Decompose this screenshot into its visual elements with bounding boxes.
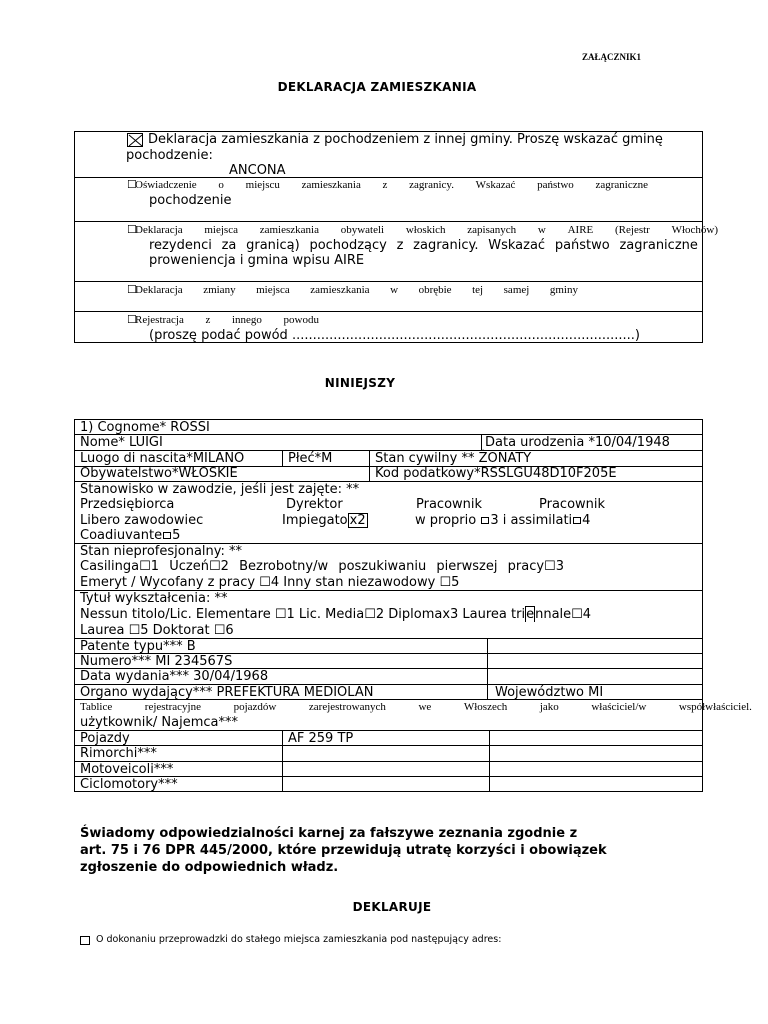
- birthplace-field: Luogo di nascita*MILANO: [80, 451, 245, 466]
- word: zagranicy.: [413, 238, 479, 253]
- checkbox-checked[interactable]: [127, 133, 143, 147]
- word: miejsca: [204, 224, 238, 236]
- word: Rejestracja: [135, 314, 184, 326]
- word: zagraniczne: [595, 179, 648, 191]
- word: włoskich: [405, 224, 446, 236]
- checkbox[interactable]: [163, 532, 171, 539]
- checkbox[interactable]: ☐: [127, 224, 137, 236]
- word: współwłaściciel.: [678, 701, 752, 713]
- word: rezydenci: [149, 238, 212, 253]
- nonprof-options-2: Emeryt / Wycofany z pracy ☐4 Inny stan niezawodowy ☐5: [80, 575, 460, 590]
- word: w: [390, 284, 399, 296]
- word: Bezrobotny/w: [239, 559, 329, 574]
- license-type-field: Patente typu*** B: [80, 639, 196, 654]
- attachment-label: ZAŁĄCZNIK1: [582, 52, 642, 62]
- education-heading: Tytuł wykształcenia: **: [80, 591, 228, 606]
- word: zagranicy.: [409, 179, 454, 191]
- divider: [74, 177, 703, 178]
- education-options-2: Laurea ☐5 Doktorat ☐6: [80, 623, 234, 638]
- vehicle-row-label: Ciclomotory***: [80, 777, 178, 792]
- word: zarejestrowanych: [308, 701, 386, 713]
- cursor-box: e: [526, 607, 535, 622]
- option-aire: [135, 224, 718, 237]
- divider: [74, 311, 703, 312]
- education-options-1: Nessun titolo/Lic. Elementare ☐1 Lic. Media☐2 Diplomax3 Laurea triennale☐4: [80, 607, 592, 622]
- employment-freelancer: Libero zawodowiec: [80, 513, 204, 528]
- word: innego: [231, 314, 262, 326]
- option-abroad-cont: pochodzenie: [149, 193, 232, 208]
- employment-worker-own: w proprio 3 i assimilati 4: [415, 513, 591, 528]
- word: zamieszkania: [301, 179, 361, 191]
- word: zapisanych: [467, 224, 517, 236]
- option-other-municipality: Deklaracja zamieszkania z pochodzeniem z innej gminy. Proszę wskazać gminę: [148, 132, 663, 147]
- word: Wskazać: [475, 179, 516, 191]
- divider: [74, 281, 703, 282]
- employment-director: Dyrektor: [286, 497, 343, 512]
- word: za: [221, 238, 237, 253]
- origin-municipality-value: ANCONA: [229, 163, 286, 178]
- word: pracy☐3: [507, 559, 564, 574]
- word: zamieszkania: [259, 224, 319, 236]
- employment-helper: Coadiuvante 5: [80, 528, 181, 543]
- word: pochodzący: [309, 238, 387, 253]
- word: Deklaracja: [135, 284, 183, 296]
- word: Casilinga☐1: [80, 559, 160, 574]
- word: o: [218, 179, 224, 191]
- word: zamieszkania: [310, 284, 370, 296]
- word: samej: [503, 284, 530, 296]
- option-aire-cont: [149, 238, 698, 253]
- word: pojazdów: [233, 701, 277, 713]
- word: rejestracyjne: [144, 701, 201, 713]
- legal-statement: Świadomy odpowiedzialności karnej za fałszywe zeznania zgodnie z art. 75 i 76 DPR 445/2000, które przewidują utratę korzyści i obowiązek zgłoszenie do odpowiednich władz.: [80, 826, 607, 875]
- license-authority-field: Organo wydający*** PREFEKTURA MEDIOLAN: [80, 685, 374, 700]
- employment-clerk: Impiegato x2: [282, 513, 366, 528]
- vehicle-row-label: Rimorchi***: [80, 746, 157, 761]
- employment-worker: Pracownik: [416, 497, 483, 512]
- word: Deklaracja: [135, 224, 183, 236]
- word: zmiany: [203, 284, 236, 296]
- word: granicą): [246, 238, 300, 253]
- word: obywateli: [340, 224, 385, 236]
- citizenship-field: Obywatelstwo*WŁOSKIE: [80, 466, 238, 481]
- document-title: DEKLARACJA ZAMIESZKANIA: [277, 80, 477, 94]
- checkbox[interactable]: ☐: [127, 284, 137, 296]
- relocation-option: O dokonaniu przeprowadzki do stałego miejsca zamieszkania pod następujący adres:: [96, 934, 502, 945]
- selected-option-marker[interactable]: x2: [349, 513, 366, 528]
- license-number-field: Numero*** MI 234567S: [80, 654, 233, 669]
- name-field: Nome* LUIGI: [80, 435, 163, 450]
- marital-status-field: Stan cywilny ** ŻONATY: [375, 451, 532, 466]
- word: miejscu: [245, 179, 280, 191]
- word: z: [396, 238, 404, 253]
- option-abroad: [135, 179, 648, 192]
- tax-code-field: Kod podatkowy*RSSLGU48D10F205E: [375, 466, 617, 481]
- surname-field: 1) Cognome* ROSSI: [80, 420, 210, 435]
- word: właściciel/w: [591, 701, 647, 713]
- birth-date-field: Data urodzenia *10/04/1948: [485, 435, 670, 450]
- vehicles-intro: [80, 701, 752, 714]
- province-field: Województwo MI: [495, 685, 604, 700]
- word: poszukiwaniu: [338, 559, 427, 574]
- word: z: [382, 179, 388, 191]
- vehicle-row-label: Pojazdy: [80, 731, 130, 746]
- word: z: [205, 314, 211, 326]
- word: w: [537, 224, 546, 236]
- nonprof-options-1: [80, 559, 564, 574]
- employment-heading: Stanowisko w zawodzie, jeśli jest zajęte: **: [80, 482, 360, 497]
- word: Uczeń☐2: [169, 559, 229, 574]
- employment-entrepreneur: Przedsiębiorca: [80, 497, 175, 512]
- word: państwo: [537, 179, 574, 191]
- word: Włochów): [671, 224, 718, 236]
- section-heading-niniejszy: NINIEJSZY: [324, 376, 396, 390]
- checkbox[interactable]: ☐: [127, 179, 137, 191]
- checkbox[interactable]: ☐: [127, 314, 137, 326]
- nonprof-heading: Stan nieprofesjonalny: **: [80, 544, 243, 559]
- vehicles-intro-cont: użytkownik/ Najemca***: [80, 715, 238, 730]
- section-heading-deklaruje: DEKLARUJE: [352, 900, 432, 914]
- license-date-field: Data wydania*** 30/04/1968: [80, 669, 269, 684]
- option-other-municipality-cont: pochodzenie:: [126, 148, 213, 163]
- word: Tablice: [80, 701, 113, 713]
- sex-field: Płeć*M: [288, 451, 333, 466]
- word: tej: [472, 284, 484, 296]
- word: gminy: [549, 284, 578, 296]
- word: państwo: [554, 238, 610, 253]
- employment-worker-2: Pracownik: [539, 497, 606, 512]
- word: Wskazać: [488, 238, 546, 253]
- word: Włoszech: [463, 701, 508, 713]
- word: (Rejestr: [615, 224, 650, 236]
- other-reason-field[interactable]: (proszę podać powód ...................................................................................): [149, 328, 640, 343]
- option-aire-cont2: proweniencja i gmina wpisu AIRE: [149, 253, 365, 268]
- word: powodu: [283, 314, 319, 326]
- checkbox[interactable]: [573, 517, 581, 524]
- word: AIRE: [567, 224, 594, 236]
- word: jako: [539, 701, 559, 713]
- vehicle-row-value: AF 259 TP: [288, 731, 354, 746]
- divider: [74, 221, 703, 222]
- checkbox[interactable]: [481, 517, 489, 524]
- word: obrębie: [418, 284, 452, 296]
- word: we: [418, 701, 432, 713]
- checkbox[interactable]: [80, 936, 90, 945]
- word: zagraniczne: [619, 238, 698, 253]
- word: pierwszej: [436, 559, 498, 574]
- option-other-reason: [135, 314, 319, 327]
- option-same-municipality: [135, 284, 578, 297]
- word: miejsca: [256, 284, 290, 296]
- vehicle-row-label: Motoveicoli***: [80, 762, 174, 777]
- word: Oświadczenie: [135, 179, 197, 191]
